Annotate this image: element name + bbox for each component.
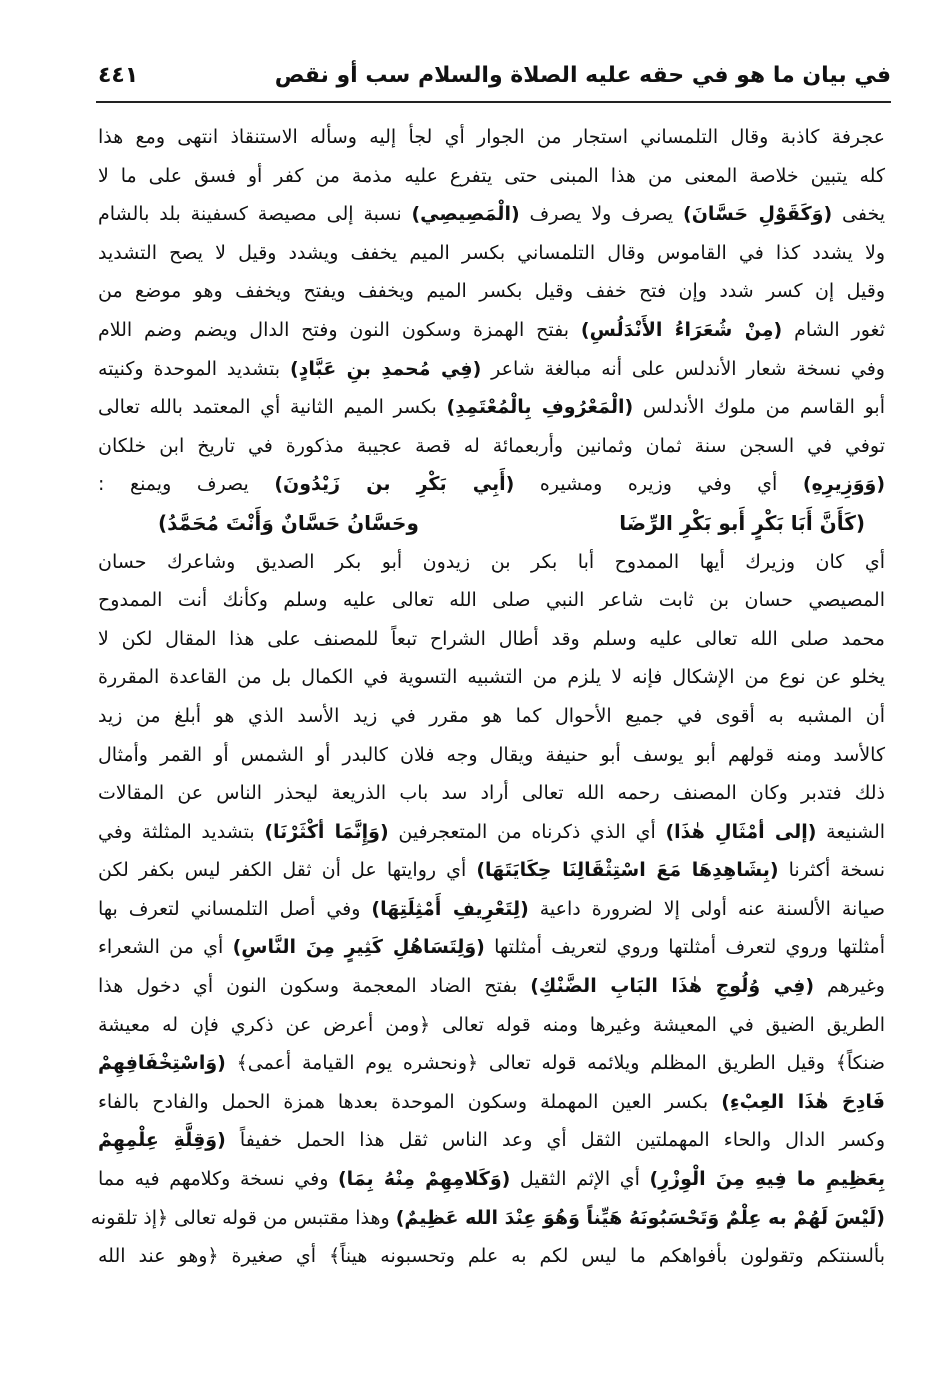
text-line — [98, 543, 885, 582]
header-rule — [96, 101, 891, 103]
text-line — [98, 272, 885, 311]
commentary-text: وقيل إن كسر شدد وإن فتح خفف وقيل بكسر الميم ويخفف ويفتح ويخفف وهو موضع من — [98, 280, 885, 303]
commentary-text: يخلو عن نوع من الإشكال فإنه لا يلزم من التشبيه التسوية في الكمال بل من القاعدة المقررة — [98, 666, 885, 689]
text-line — [98, 388, 885, 427]
text-line — [98, 1044, 885, 1083]
matn-quote: (أَبِي بَكْرِ بن زَيْدُونَ) — [274, 473, 515, 496]
commentary-text: ولا يشدد كذا في القاموس وقال التلمساني بكسر الميم يخفف ويشدد وقيل لا يصح التشديد — [98, 241, 885, 264]
matn-quote: (فِي مُحمدِ بنِ عَبَّادٍ) — [289, 357, 482, 380]
commentary-text: الشنيعة — [816, 820, 886, 843]
page-body — [90, 118, 886, 1276]
text-line — [98, 813, 885, 852]
commentary-text: كالأسد ومنه قولهم أبو يوسف أبو حنيفة ويقال وجه فلان كالبدر أو الشمس أو القمر وأمثال — [98, 743, 885, 766]
text-line — [98, 890, 885, 929]
commentary-text: أبو القاسم من ملوك الأندلس — [633, 396, 885, 419]
text-line — [98, 465, 885, 504]
text-line — [98, 157, 885, 196]
paragraph-before-verse — [98, 118, 885, 504]
matn-quote: (وَإِنَّمَا أكْثَرْنَا) — [264, 820, 389, 843]
commentary-text: بتشديد الموحدة وكنيته — [98, 357, 290, 380]
text-line — [98, 1160, 885, 1199]
matn-quote: (وَاسْتِخْفَافِهِمْ — [98, 1052, 226, 1075]
text-line — [98, 967, 885, 1006]
text-line — [98, 620, 885, 659]
text-line — [98, 195, 885, 234]
text-line — [98, 350, 885, 389]
commentary-text: وكسر الدال والحاء المهملتين الثقل أي وعد الناس ثقل هذا الحمل خفيفاً — [225, 1129, 885, 1152]
text-line — [98, 851, 885, 890]
commentary-text: أي الإثم الثقيل — [510, 1168, 650, 1191]
text-line — [98, 1083, 885, 1122]
matn-quote: (وَكَقَوْلِ حَسَّانَ) — [683, 203, 833, 226]
matn-quote: (مِنْ شُعَرَاءُ الأَنْدَلُسِ) — [580, 318, 783, 341]
verse-line — [98, 504, 885, 543]
text-line — [98, 1121, 885, 1160]
commentary-text: وفي نسخة وكلامهم فيه مما — [98, 1168, 338, 1191]
verse-second-hemistich: وحَسَّانُ حَسَّانٌ وَأَنْتَ مُحَمَّدُ) — [158, 510, 419, 535]
commentary-text: وغيرهم — [814, 975, 885, 998]
page-number: ٤٤١ — [98, 62, 139, 88]
commentary-text: صيانة الألسنة عنه أولى إلا لضرورة داعية — [528, 897, 885, 920]
commentary-text: أي كان وزيرك أيها الممدوح أبا بكر بن زيدون أبو بكر الصديق وشاعرك حسان — [98, 550, 885, 573]
matn-quote: (الْمَصِيصِي) — [411, 203, 520, 226]
commentary-text: ضنكاً﴾ وقيل الطريق المظلم ويلائمه قوله تعالى ﴿ونحشره يوم القيامة أعمى﴾ — [225, 1052, 885, 1075]
text-line — [98, 1237, 885, 1276]
running-title: في بيان ما هو في حقه عليه الصلاة والسلام سب أو نقص — [274, 62, 891, 88]
commentary-text: نسخة أكثرنا — [778, 859, 885, 882]
commentary-text: أي وفي وزيره ومشيره — [514, 473, 803, 496]
paragraph-after-verse — [90, 543, 886, 1276]
commentary-text: توفي في السجن سنة ثمان وثمانين وأربعمائة له قصة عجيبة مذكورة في تاريخ ابن خلكان — [98, 434, 885, 457]
matn-quote: (وَقِلَّةِ عِلْمِهِمْ — [98, 1129, 226, 1152]
commentary-text: أن المشبه به أقوى في جميع الأحوال كما هو مقرر في زيد الأسد الذي هو أبلغ من زيد — [98, 704, 885, 727]
commentary-text: الطريق الضيق في المعيشة وغيرها ومنه قوله تعالى ﴿ومن أعرض عن ذكري فإن له معيشة — [98, 1013, 885, 1036]
commentary-text: بفتح الهمزة وسكون النون وفتح الدال ويضم وضم اللام — [98, 318, 581, 341]
text-line — [98, 427, 885, 466]
commentary-text: يصرف ولا يصرف — [519, 203, 684, 226]
commentary-text: أي روايتها عل أن ثقل الكفر ليس بكفر لكن — [98, 859, 477, 882]
text-line — [98, 736, 885, 775]
commentary-text: أي من الشعراء — [98, 936, 233, 959]
commentary-text: أمثلتها وروي لتعرف أمثلتها وروي لتعريف أمثلتها — [484, 936, 885, 959]
text-line — [98, 311, 885, 350]
commentary-text: عجرفة كاذبة وقال التلمساني استجار من الجوار أي لجأ إليه وسأله الاستنقاذ انتهى ومع هذا — [98, 126, 885, 148]
commentary-text: نسبة إلى مصيصة كسفينة بلد بالشام — [98, 203, 412, 226]
matn-quote: فَادِحَ هٰذَا العِبْءِ) — [721, 1090, 886, 1113]
commentary-text: المصيصي حسان بن ثابت شاعر النبي صلى الله تعالى عليه وسلم وكأنك أنت الممدوح — [98, 589, 885, 612]
commentary-text: بألسنتكم وتقولون بأفواهكم ما ليس لكم به علم وتحسبونه هيناً﴾ أي صغيرة ﴿وهو عند الله — [98, 1245, 885, 1268]
matn-quote: (وَكَلامِهِمْ مِنْهُ بِمَا) — [338, 1168, 511, 1191]
matn-quote: (وَوَزِيرِهِ) — [802, 473, 886, 496]
matn-quote: (لِتَعْرِيفِ أَمْثِلَتِهَا) — [371, 897, 529, 920]
matn-quote: بِعَظِيمِ ما فِيهِ مِنَ الْوِزْرِ) — [649, 1168, 885, 1191]
commentary-text: محمد صلى الله تعالى عليه وسلم وقد أطال الشراح تبعاً للمصنف على هذا المقال لكن لا — [98, 627, 885, 650]
text-line — [98, 234, 885, 273]
commentary-text: بتشديد المثلثة وفي — [98, 820, 265, 843]
commentary-text: بكسر العين المهملة وسكون الموحدة بعدها همزة الحمل والفادح بالفاء — [98, 1090, 722, 1113]
matn-quote: (وَلِتَسَاهُلِ كَثِيرٍ مِنَ النَّاسِ) — [232, 936, 485, 959]
commentary-text: بكسر الميم الثانية أي المعتمد بالله تعالى — [98, 396, 447, 419]
matn-quote: (بِشَاهِدِهَا مَعَ اسْتِثْقَالِنَا حِكَايَتَهَا) — [476, 859, 779, 882]
commentary-text: وفي نسخة شعار الأندلس على أنه مبالغة شاعر — [481, 357, 885, 380]
commentary-text: بفتح الضاد المعجمة وسكون النون أي دخول هذا — [98, 975, 531, 998]
text-line — [98, 774, 885, 813]
commentary-text: وفي أصل التلمساني لتعرف بها — [98, 897, 372, 920]
commentary-text: ثغور الشام — [782, 318, 885, 341]
matn-quote: (لَيْسَ لَهُمْ به عِلْمٌ وَتَحْسَبُونَهُ هَيِّناً وَهُوَ عِنْدَ الله عَظِيمٌ) — [395, 1206, 885, 1229]
text-line — [90, 1199, 885, 1238]
matn-quote: (الْمَعْرُوفِ بِالْمُعْتَمِدِ) — [446, 396, 634, 419]
text-line — [98, 118, 885, 157]
matn-quote: (فِي وُلُوجِ هٰذَا البَابِ الضَّنْكِ) — [530, 975, 815, 998]
text-line — [98, 928, 885, 967]
text-line — [98, 697, 885, 736]
commentary-text: وهذا مقتبس من قوله تعالى ﴿إذ تلقونه — [90, 1206, 396, 1229]
running-header — [98, 58, 891, 92]
commentary-text: ذلك فتدبر وكان المصنف رحمه الله تعالى أراد سد باب الذريعة ليحذر الناس عن المقالات — [98, 782, 885, 805]
commentary-text: كله يتبين خلاصة المعنى من هذا المبنى حتى يتفرع عليه مذمة من كفر أو فسق على ما لا — [98, 164, 885, 187]
commentary-text: أي الذي ذكرناه من المتعجرفين — [388, 820, 666, 843]
verse-first-hemistich: (كَأَنَّ أَبَا بَكْرٍ أَبو بَكْرِ الرِّضَا — [619, 510, 865, 535]
text-line — [98, 658, 885, 697]
text-line — [98, 1006, 885, 1045]
text-line — [98, 581, 885, 620]
commentary-text: يصرف ويمنع : — [98, 473, 275, 496]
commentary-text: يخفى — [832, 203, 886, 226]
matn-quote: (إلى أمْثَالِ هٰذَا) — [665, 820, 817, 843]
